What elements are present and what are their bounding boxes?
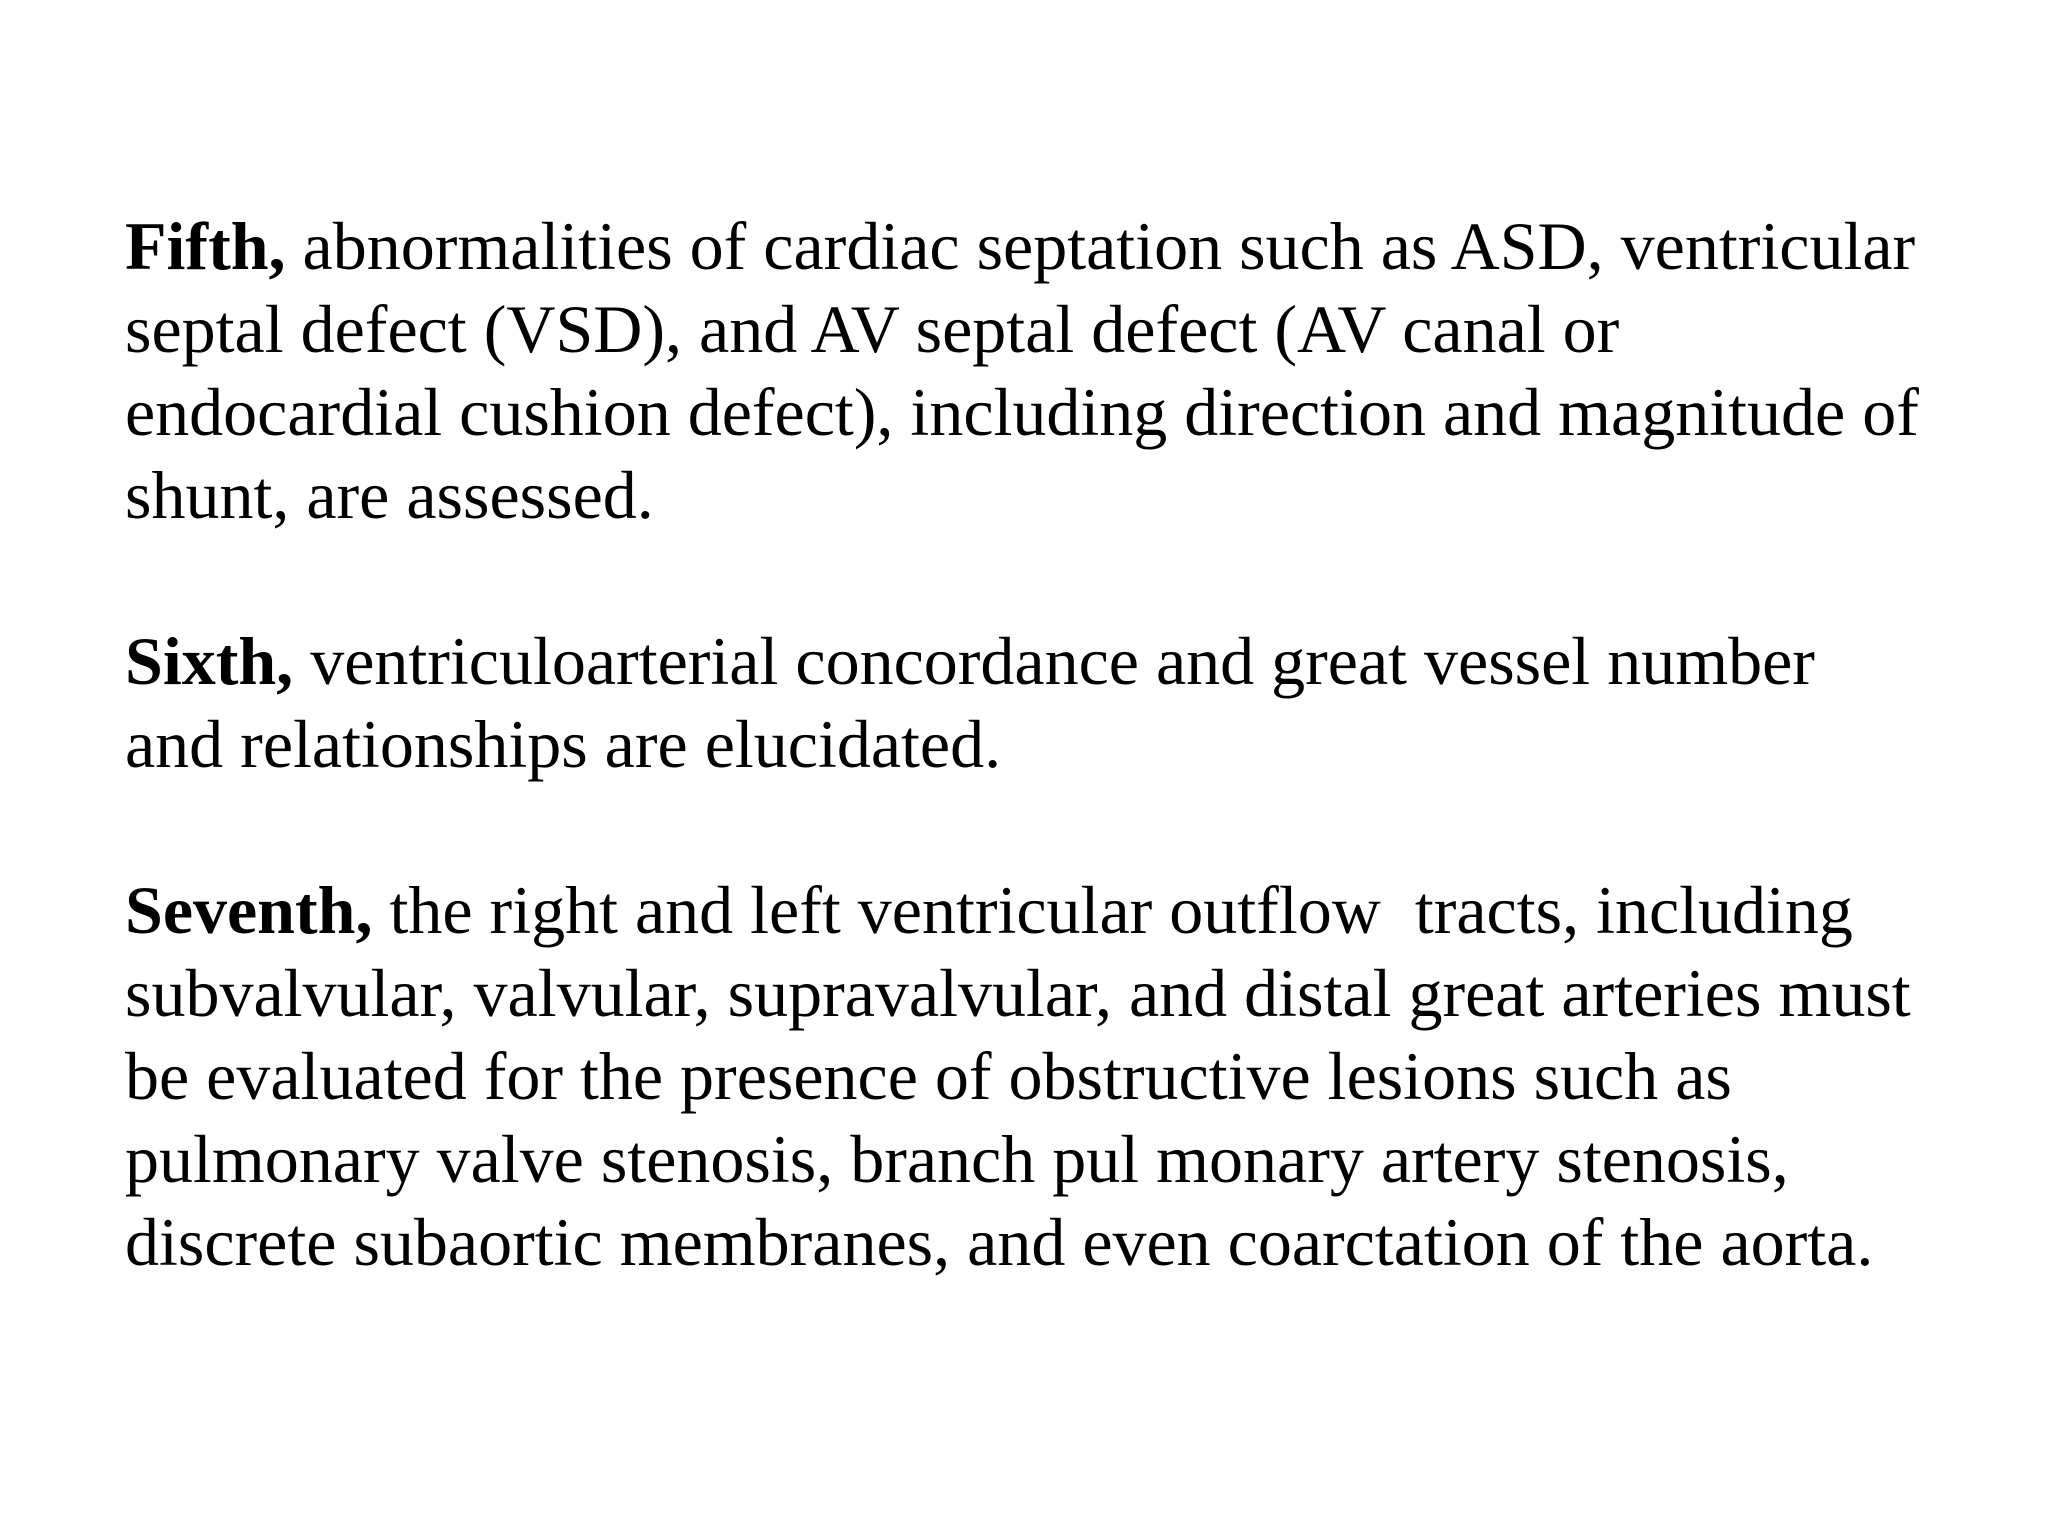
paragraph-line — [125, 205, 1985, 288]
paragraph-lead: Sixth, — [125, 623, 294, 699]
paragraph-fifth — [125, 205, 1985, 537]
paragraph-line: discrete subaortic membranes, and even coarctation of the aorta. — [125, 1204, 1874, 1280]
paragraph-text: abnormalities of cardiac septation such as ASD, ventricular — [285, 208, 1916, 284]
paragraph-sixth — [125, 620, 1985, 786]
paragraph-line: endocardial cushion defect), including direction and magnitude of — [125, 374, 1919, 450]
paragraph-line: septal defect (VSD), and AV septal defect (AV canal or — [125, 291, 1620, 367]
paragraph-line — [125, 869, 1985, 952]
paragraph-lead: Seventh, — [125, 872, 373, 948]
paragraph-lead: Fifth, — [125, 208, 286, 284]
paragraph-text: ventriculoarterial concordance and great vessel number — [293, 623, 1815, 699]
paragraph-line — [125, 620, 1985, 703]
paragraph-line: pulmonary valve stenosis, branch pul monary artery stenosis, — [125, 1121, 1789, 1197]
paragraph-line: subvalvular, valvular, supravalvular, and distal great arteries must — [125, 955, 1911, 1031]
paragraph-text: the right and left ventricular outflow tracts, including — [372, 872, 1853, 948]
paragraph-seventh — [125, 869, 1985, 1284]
paragraph-line: shunt, are assessed. — [125, 457, 654, 533]
paragraph-line: be evaluated for the presence of obstructive lesions such as — [125, 1038, 1732, 1114]
slide-body — [125, 205, 1985, 1367]
paragraph-line: and relationships are elucidated. — [125, 706, 1002, 782]
